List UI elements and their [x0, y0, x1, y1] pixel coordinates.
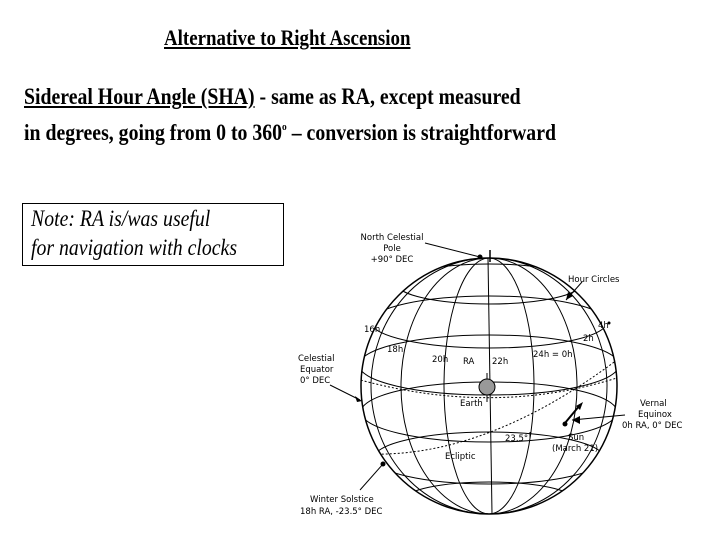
vernal-label: Vernal — [640, 399, 667, 409]
equator-pointer — [330, 385, 360, 400]
slide-title: Alternative to Right Ascension — [164, 25, 411, 50]
ncp-pointer — [425, 243, 480, 257]
line2-rest: – conversion is straightforward — [286, 120, 556, 145]
equator-label-3: 0° DEC — [300, 376, 331, 386]
sha-term: Sidereal Hour Angle (SHA) — [24, 84, 255, 109]
label-18h: 18h — [387, 345, 404, 355]
note-line2: for navigation with clocks — [31, 235, 238, 260]
ncp-label: North Celestial — [360, 233, 424, 243]
line2-text: in degrees, going from 0 to 360 — [24, 120, 283, 145]
winter-solstice-label: Winter Solstice — [310, 495, 374, 505]
label-16h: 16h — [364, 325, 381, 335]
label-4h: 4h — [598, 321, 609, 331]
label-22h: 22h — [492, 357, 509, 367]
equator-label-2: Equator — [300, 365, 334, 375]
equator-label: Celestial — [298, 354, 335, 364]
label-ra: RA — [463, 357, 475, 367]
sun-marker — [563, 422, 568, 427]
sun-date-label: (March 21) — [552, 444, 599, 454]
earth-label: Earth — [460, 399, 483, 409]
solstice-pointer — [360, 464, 383, 490]
solstice-marker — [381, 462, 386, 467]
label-24h: 24h = 0h — [533, 350, 573, 360]
ncp-label-3: +90° DEC — [370, 255, 414, 265]
vernal-label-2: Equinox — [638, 410, 672, 420]
label-2h: 2h — [583, 334, 594, 344]
ecliptic-label: Ecliptic — [445, 452, 476, 462]
grid-lines — [300, 258, 640, 518]
line1-text: - same as RA, except measured — [254, 84, 521, 109]
degree-sup: o — [282, 121, 287, 133]
winter-solstice-label-2: 18h RA, -23.5° DEC — [300, 507, 383, 517]
label-20h: 20h — [432, 355, 449, 365]
vernal-label-3: 0h RA, 0° DEC — [622, 421, 683, 431]
ncp-label-2: Pole — [383, 244, 401, 254]
note-line1: Note: RA is/was useful — [31, 206, 211, 231]
sun-label: Sun — [568, 433, 585, 443]
hour-circles-label: Hour Circles — [568, 275, 620, 285]
angle-label: 23.5° — [505, 434, 529, 444]
